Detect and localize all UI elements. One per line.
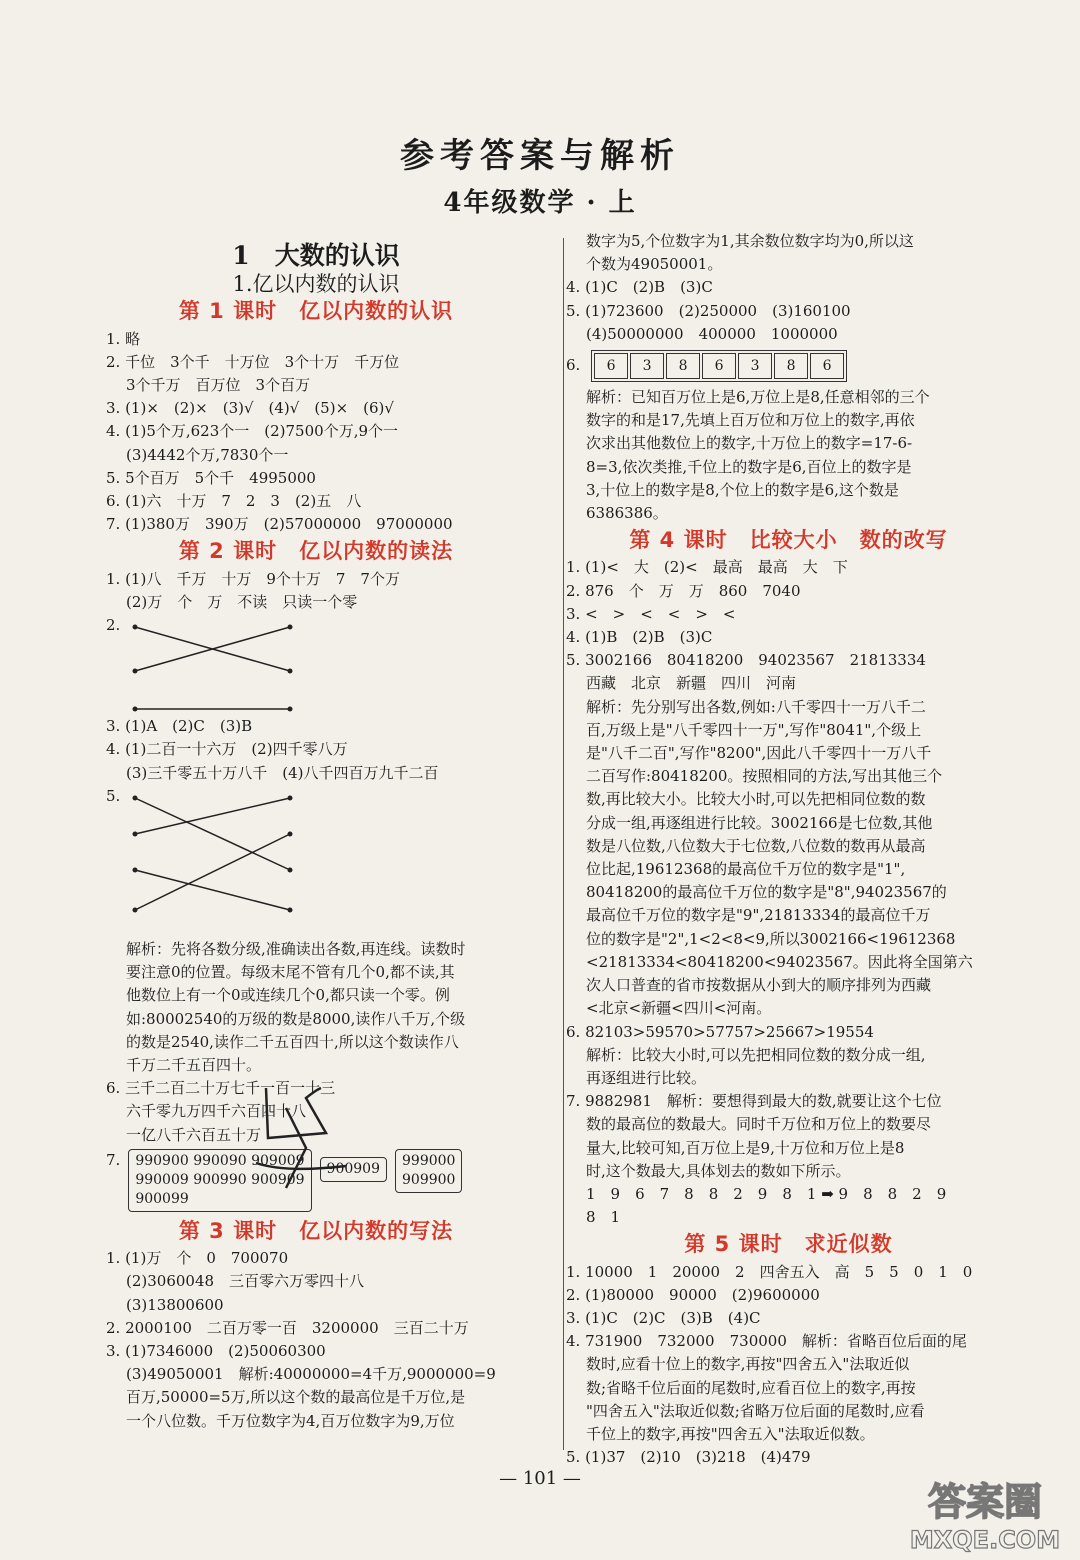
answer-line: 2.	[106, 616, 121, 635]
analysis-line: 8=3,依次类推,千位上的数字是6,百位上的数字是	[586, 457, 912, 476]
handwritten-scribble	[246, 1078, 361, 1208]
analysis-line: 位的数字是"2",1<2<8<9,所以3002166<19612368	[586, 929, 956, 948]
answer-line: 一亿八千六百五十万	[126, 1125, 262, 1144]
answer-line: 5. 5个百万 5个千 4995000	[106, 468, 316, 487]
page-subtitle: 4年级数学 · 上	[443, 188, 637, 218]
answer-line: 5. (1)37 (2)10 (3)218 (4)479	[566, 1448, 811, 1467]
digit-crossing-line: 8 1	[586, 1208, 621, 1227]
number-box	[395, 1149, 462, 1193]
box-line: 990009 900990 900909	[135, 1171, 305, 1188]
answer-line: 4. (1)B (2)B (3)C	[566, 628, 713, 647]
answer-line: 7. (1)380万 390万 (2)57000000 97000000	[106, 515, 453, 534]
answer-line: 1. 略	[106, 329, 141, 348]
watermark-logo	[900, 1470, 1070, 1555]
answer-line: 西藏 北京 新疆 四川 河南	[586, 674, 797, 693]
lesson-1-answers	[106, 328, 556, 537]
analysis-line: 解析：已知百万位上是6,万位上是8,任意相邻的三个	[586, 388, 930, 407]
answer-line: 1. 10000 1 20000 2 四舍五入 高 5 5 0 1 0	[566, 1262, 973, 1281]
analysis-line: 的数是2540,读作二千五百四十,所以这个数读作八	[126, 1032, 459, 1051]
digit-cell: 6	[702, 353, 736, 379]
analysis-line: 6386386。	[586, 504, 668, 523]
answer-line: 3. (1)A (2)C (3)B	[106, 717, 253, 736]
analysis-line: 百,万级上是"八千零四十一万",写作"8041",个级上	[586, 720, 922, 739]
analysis-line: <21813334<80418200<94023567。因此将全国第六	[586, 952, 973, 971]
answer-line: 4. (1)5个万,623个一 (2)7500个万,9个一	[106, 422, 399, 441]
analysis-line: 次人口普查的省市按数据从小到大的顺序排列为西藏	[586, 976, 932, 995]
lesson-4-heading: 第 4 课时 比较大小 数的改写	[629, 528, 948, 553]
analysis-line: 解析：先将各数分级,准确读出各数,再连线。读数时	[126, 940, 466, 959]
answer-line: 6. 三千二百二十万七千一百一十三	[106, 1079, 336, 1098]
answer-line: 5.	[106, 786, 121, 805]
q7-label: 7.	[106, 1150, 121, 1169]
digit-crossing-line: 1 9 6 7 8 8 2 9 8 1 ➡ 9 8 8 2 9	[586, 1184, 947, 1203]
q6-digit-row	[566, 350, 1041, 382]
answer-line: 6. (1)六 十万 7 2 3 (2)五 八	[106, 492, 362, 511]
lesson-3-answers	[106, 1247, 556, 1433]
answer-line: 个数为49050001。	[586, 255, 723, 274]
matching-diagram-q5	[130, 790, 330, 928]
digit-cell: 3	[738, 353, 772, 379]
analysis-line: 二百写作:80418200。按照相同的方法,写出其他三个	[586, 767, 943, 786]
analysis-line: 位比起,19612368的最高位千万位的数字是"1",	[586, 860, 906, 879]
analysis-line: 数;省略千位后面的尾数时,应看百位上的数字,再按	[586, 1378, 916, 1397]
analysis-line: 千万二千五百四十。	[126, 1056, 262, 1075]
box-line: 900099	[135, 1190, 189, 1207]
analysis-line: 解析：先分别写出各数,例如:八千零四十一万八千二	[586, 697, 926, 716]
section-heading: 1.亿以内数的认识	[232, 272, 400, 297]
answer-line: 1. (1)八 千万 十万 9个十万 7 7个万	[106, 569, 400, 588]
chapter-heading: 1 大数的认识	[232, 241, 400, 270]
answer-line: (3)49050001 解析:40000000=4千万,9000000=9	[126, 1365, 496, 1384]
answer-line: 3. (1)C (2)C (3)B (4)C	[566, 1308, 761, 1327]
answer-line: (3)13800600	[126, 1295, 224, 1314]
digit-cell: 8	[666, 353, 700, 379]
box-line: 909900	[402, 1171, 456, 1188]
left-column	[106, 242, 556, 1433]
q6-label: 6.	[566, 356, 581, 375]
answer-line: 3. (1)7346000 (2)50060300	[106, 1341, 326, 1360]
analysis-line: 要注意0的位置。每级末尾不管有几个0,都不读,其	[126, 963, 455, 982]
column-divider	[563, 238, 564, 1450]
answer-line: 7. 9882981 解析：要想得到最大的数,就要让这个七位	[566, 1092, 942, 1111]
answer-line: 2. (1)80000 90000 (2)9600000	[566, 1285, 820, 1304]
analysis-line: 80418200的最高位千万位的数字是"8",94023567的	[586, 883, 947, 902]
analysis-line: 是"八千二百",写作"8200",因此八千零四十一万八千	[586, 744, 932, 763]
analysis-line: 3,十位上的数字是8,个位上的数字是6,这个数是	[586, 480, 899, 499]
answer-line: 百万,50000=5万,所以这个数的最高位是千万位,是	[126, 1388, 466, 1407]
lesson-3-continued	[566, 230, 1041, 525]
page-title: 参考答案与解析	[400, 136, 680, 176]
analysis-line: 如:80002540的万级的数是8000,读作八千万,个级	[126, 1009, 466, 1028]
answer-line: (4)50000000 400000 1000000	[586, 324, 838, 343]
answer-line: (3)三千零五十万八千 (4)八千四百万九千二百	[126, 763, 439, 782]
answer-line: 2. 千位 3个千 十万位 3个十万 千万位	[106, 352, 400, 371]
digit-cell: 6	[594, 353, 628, 379]
answer-line: 6. 82103>59570>57757>25667>19554	[566, 1022, 874, 1041]
answer-line: 3个千万 百万位 3个百万	[126, 376, 311, 395]
digit-cell: 6	[810, 353, 844, 379]
page-number: — 101 —	[499, 1468, 581, 1489]
lesson-5-answers	[566, 1261, 1041, 1470]
analysis-line: 数字的和是17,先填上百万位和万位上的数字,再依	[586, 411, 915, 430]
digit-cells	[591, 350, 847, 382]
answer-line: 4. (1)C (2)B (3)C	[566, 278, 713, 297]
lesson-4-answers	[566, 556, 1041, 1229]
box-line: 999000	[402, 1152, 456, 1169]
answer-line: 5. 3002166 80418200 94023567 21813334	[566, 651, 926, 670]
matching-diagram-q2	[130, 619, 330, 715]
answer-line: 一个八位数。千万位数字为4,百万位数字为9,万位	[126, 1411, 455, 1430]
answer-line: 5. (1)723600 (2)250000 (3)160100	[566, 301, 851, 320]
answer-line: 六千零九万四千六百四十八	[126, 1102, 307, 1121]
answer-line: (3)4442个万,7830个一	[126, 445, 289, 464]
analysis-line: 分成一组,再逐组进行比较。3002166是七位数,其他	[586, 813, 933, 832]
analysis-line: 时,这个数最大,具体划去的数如下所示。	[586, 1161, 851, 1180]
answer-line: 1. (1)万 个 0 700070	[106, 1249, 289, 1268]
answer-line: 2. 2000100 二百万零一百 3200000 三百二十万	[106, 1318, 469, 1337]
answer-line: 4. 731900 732000 730000 解析：省略百位后面的尾	[566, 1332, 967, 1351]
answer-line: (2)万 个 万 不读 只读一个零	[126, 592, 358, 611]
analysis-line: 数的最高位的数最大。同时千万位和万位上的数要尽	[586, 1115, 932, 1134]
box-line: 990900 990090 909009	[135, 1152, 305, 1169]
analysis-line: 数,再比较大小。比较大小时,可以先把相同位数的数	[586, 790, 926, 809]
analysis-line: "四舍五入"法取近似数;省略万位后面的尾数时,应看	[586, 1401, 925, 1420]
analysis-line: 最高位千万位的数字是"9",21813334的最高位千万	[586, 906, 931, 925]
analysis-line: 他数位上有一个0或连续几个0,都只读一个零。例	[126, 986, 450, 1005]
lesson-5-heading: 第 5 课时 求近似数	[684, 1232, 893, 1257]
answer-line: 数字为5,个位数字为1,其余数位数字均为0,所以这	[586, 232, 914, 250]
analysis-line: 再逐组进行比较。	[586, 1068, 707, 1087]
analysis-line: 数时,应看十位上的数字,再按"四舍五入"法取近似	[586, 1355, 910, 1374]
analysis-line: 次求出其他数位上的数字,十万位上的数字=17-6-	[586, 434, 913, 453]
digit-cell: 3	[630, 353, 664, 379]
box-line: 900909	[326, 1160, 380, 1177]
lesson-3-heading: 第 3 课时 亿以内数的写法	[178, 1218, 454, 1243]
answer-line: 1. (1)< 大 (2)< 最高 最高 大 下	[566, 558, 848, 577]
answer-line: 3. < > < < > <	[566, 604, 736, 623]
answer-line: (2)3060048 三百零六万零四十八	[126, 1272, 365, 1291]
right-column	[566, 230, 1041, 1469]
analysis-line: <北京<新疆<四川<河南。	[586, 999, 772, 1018]
analysis-line: 数是八位数,八位数大于七位数,八位数的数再从最高	[586, 836, 926, 855]
watermark-text: 答案圈	[927, 1480, 1043, 1524]
analysis-line: 解析：比较大小时,可以先把相同位数的数分成一组,	[586, 1045, 926, 1064]
analysis-line: 量大,比较可知,百万位上是9,十万位和万位上是8	[586, 1138, 905, 1157]
lesson-2-heading: 第 2 课时 亿以内数的读法	[178, 539, 454, 564]
answer-line: 4. (1)二百一十六万 (2)四千零八万	[106, 740, 348, 759]
watermark-url: MXQE.COM	[909, 1526, 1061, 1554]
answer-line: 3. (1)× (2)× (3)√ (4)√ (5)× (6)√	[106, 399, 394, 418]
lesson-1-heading: 第 1 课时 亿以内数的认识	[178, 299, 454, 324]
analysis-line: 千位上的数字,再按"四舍五入"法取近似数。	[586, 1424, 875, 1443]
digit-cell: 8	[774, 353, 808, 379]
answer-line: 2. 876 个 万 万 860 7040	[566, 581, 801, 600]
